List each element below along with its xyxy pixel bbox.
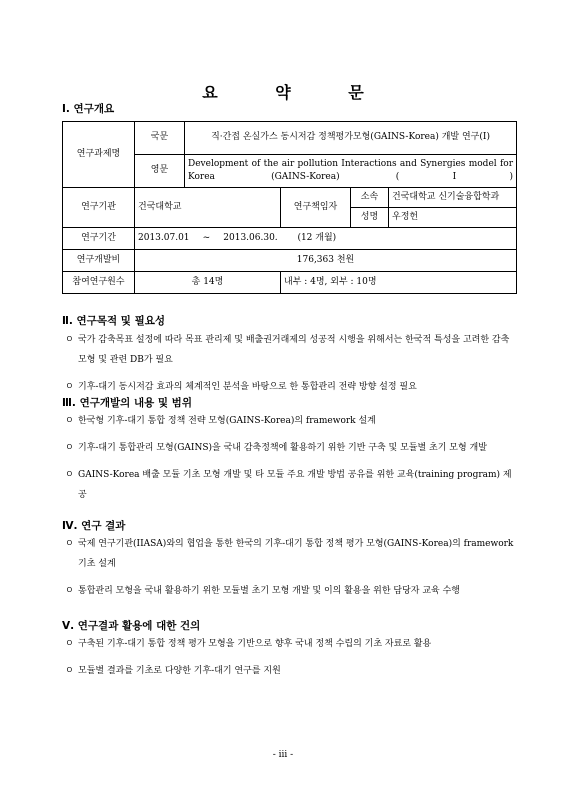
eng-label: 영문: [135, 155, 185, 188]
section-heading-results: Ⅳ. 연구 결과: [62, 520, 126, 532]
affiliation-label: 소속: [351, 188, 389, 208]
list-item: ㅇ 모듈별 결과를 기초로 다양한 기후-대기 연구를 지원: [62, 661, 520, 681]
bullet: ㅇ: [65, 639, 74, 649]
institution-value: 건국대학교: [135, 188, 281, 228]
bullet: ㅇ: [65, 443, 74, 453]
list-item: ㅇ 기후-대기 통합관리 모형(GAINS)을 국내 감축정책에 활용하기 위한 기반 구축 및 모듈별 초기 모형 개발: [62, 438, 520, 458]
institution-label: 연구기관: [63, 188, 135, 228]
name-value: 우정헌: [389, 208, 517, 228]
researchers-label: 참여연구원수: [63, 272, 135, 294]
list-item: ㅇ 구축된 기후-대기 통합 정책 평가 모형을 기반으로 향후 국내 정책 수립의 기초 자료로 활용: [62, 634, 520, 654]
section-heading-recommendations: Ⅴ. 연구결과 활용에 대한 건의: [62, 620, 201, 632]
kor-label: 국문: [135, 122, 185, 155]
bullet: ㅇ: [65, 382, 74, 392]
table-row: [63, 228, 517, 250]
section-heading-overview: Ⅰ. 연구개요: [62, 103, 115, 115]
list-item: ㅇ GAINS-Korea 배출 모듈 기초 모형 개발 및 타 모듈 주요 개발 방법 공유를 위한 교육(training program) 제공: [62, 465, 520, 505]
section-heading-purpose: Ⅱ. 연구목적 및 필요성: [62, 315, 166, 327]
eng-title: Development of the air pollution Interactions and Synergies model for Korea (GAINS-Korea) (Ⅰ): [185, 155, 517, 188]
list-item: ㅇ 국가 감축목표 설정에 따라 목표 관리제 및 배출권거래제의 성공적 시행을 위해서는 한국적 특성을 고려한 감축 모형 및 관련 DB가 필요: [62, 330, 520, 370]
period-value: [135, 228, 517, 250]
list-item: ㅇ 국제 연구기관(IIASA)와의 협업을 통한 한국의 기후-대기 통합 정책 평가 모형(GAINS-Korea)의 framework 기초 설계: [62, 534, 520, 574]
period-label: 연구기간: [63, 228, 135, 250]
list-item: ㅇ 기후-대기 동시저감 효과의 체계적인 분석을 바탕으로 한 통합관리 전략 방향 설정 필요: [62, 377, 520, 397]
affiliation-value: 건국대학교 신기술융합학과: [389, 188, 517, 208]
period-separator: ~: [202, 232, 211, 243]
bullet: ㅇ: [65, 539, 74, 549]
page-title: 요 약 문: [202, 83, 390, 102]
researchers-total: 총 14명: [135, 272, 281, 294]
scope-list: [62, 411, 520, 505]
period-end: 2013.06.30.: [223, 232, 278, 243]
purpose-list: [62, 330, 520, 397]
list-item: ㅇ 통합관리 모형을 국내 활용하기 위한 모듈별 초기 모형 개발 및 이의 활용을 위한 담당자 교육 수행: [62, 581, 520, 601]
table-row: [63, 188, 517, 208]
bullet: ㅇ: [65, 335, 74, 345]
table-row: [63, 122, 517, 155]
bullet: ㅇ: [65, 586, 74, 596]
results-list: [62, 534, 520, 601]
name-label: 성명: [351, 208, 389, 228]
project-name-label: 연구과제명: [63, 122, 135, 188]
bullet: ㅇ: [65, 666, 74, 676]
budget-value: 176,363 천원: [135, 250, 517, 272]
project-info-table: [62, 121, 517, 294]
list-item: ㅇ 한국형 기후-대기 통합 정책 전략 모형(GAINS-Korea)의 framework 설계: [62, 411, 520, 431]
period-months: (12 개월): [297, 232, 337, 243]
recommendations-list: [62, 634, 520, 681]
bullet: ㅇ: [65, 470, 74, 480]
pi-label: 연구책임자: [281, 188, 351, 228]
table-row: [63, 250, 517, 272]
page-number: - iii -: [272, 750, 294, 760]
budget-label: 연구개발비: [63, 250, 135, 272]
section-heading-scope: Ⅲ. 연구개발의 내용 및 범위: [62, 397, 192, 409]
period-start: 2013.07.01: [138, 232, 190, 243]
kor-title: 직·간접 온실가스 동시저감 정책평가모형(GAINS-Korea) 개발 연구(Ⅰ): [185, 122, 517, 155]
bullet: ㅇ: [65, 416, 74, 426]
researchers-detail: 내부 : 4명, 외부 : 10명: [281, 272, 517, 294]
table-row: [63, 272, 517, 294]
